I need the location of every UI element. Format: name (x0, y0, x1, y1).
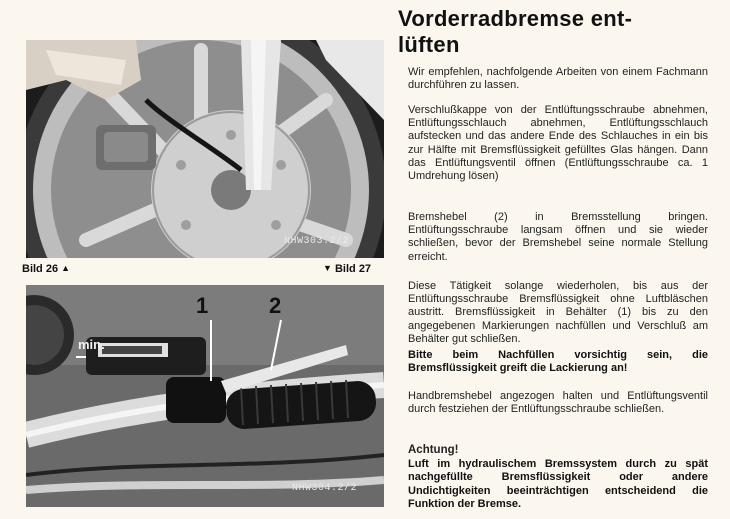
callout-lever-number: 2 (269, 293, 282, 318)
achtung-title: Achtung! (408, 444, 459, 456)
photo-code-label: NHW304.2/2 (292, 483, 358, 494)
paragraph-final: Handbremshebel angezogen halten und Entlüftungsventil durch festziehen der Entlüftungsschraube schließen. (408, 390, 708, 416)
triangle-up-icon: ▲ (61, 263, 71, 273)
warning-paragraph: Bitte beim Nachfüllen vorsichtig sein, die Bremsflüssigkeit greift die Lackierung an! (408, 349, 708, 375)
photo-bild-27 (26, 285, 384, 507)
caption-text: Bild 27 (334, 263, 372, 275)
min-marker-label: min. (78, 337, 105, 352)
intro-paragraph: Wir empfehlen, nachfolgende Arbeiten von einem Fachmann durchführen zu lassen. (408, 66, 708, 92)
caption-text: Bild 26 (22, 263, 59, 275)
paragraph-repeat: Diese Tätigkeit solange wiederholen, bis aus der Entlüftungsschraube Bremsflüssigkeit ohne Luftbläschen austritt. Bremsflüssigkeit in Behälter (1) bis zu den angegebenen Markierungen nachfüllen und Verschluß am Behälter gut schließen. (408, 280, 708, 345)
callout-reservoir-number: 1 (196, 293, 209, 318)
achtung-box (408, 444, 708, 511)
page-title: Vorderradbremse ent- lüften (398, 6, 633, 57)
triangle-down-icon: ▼ (323, 263, 332, 273)
photo-bild-26 (26, 40, 384, 258)
photo-code-label: NHW303.2/2 (284, 236, 350, 247)
paragraph-preparation: Verschlußkappe von der Entlüftungsschraube abnehmen, Entlüftungsschlauch abnehmen, Entlüftungsschlauch aufstecken und das andere Ende des Schlauches in ein bis zur Hälfte mit Bremsflüssigkeit gefülltes Glas hängen. Dann das Entlüftungsventil öffnen (Entlüftungsschraube ca. 1 Umdrehung lösen) (408, 104, 708, 183)
paragraph-brake-lever: Bremshebel (2) in Bremsstellung bringen. Entlüftungsschraube langsam öffnen und sie wieder schließen, bevor der Bremshebel seine normale Stellung erreicht. (408, 211, 708, 263)
wheel-brake-photo (26, 40, 384, 258)
figure-caption-bild-26 (22, 263, 70, 275)
figure-caption-bild-27 (323, 263, 371, 275)
achtung-text: Luft im hydraulischem Bremssystem durch zu spät nachgefüllte Bremsflüssigkeit oder andere Undichtigkeiten beeinträchtigen entscheidend die Funktion der Bremse. (408, 458, 708, 510)
